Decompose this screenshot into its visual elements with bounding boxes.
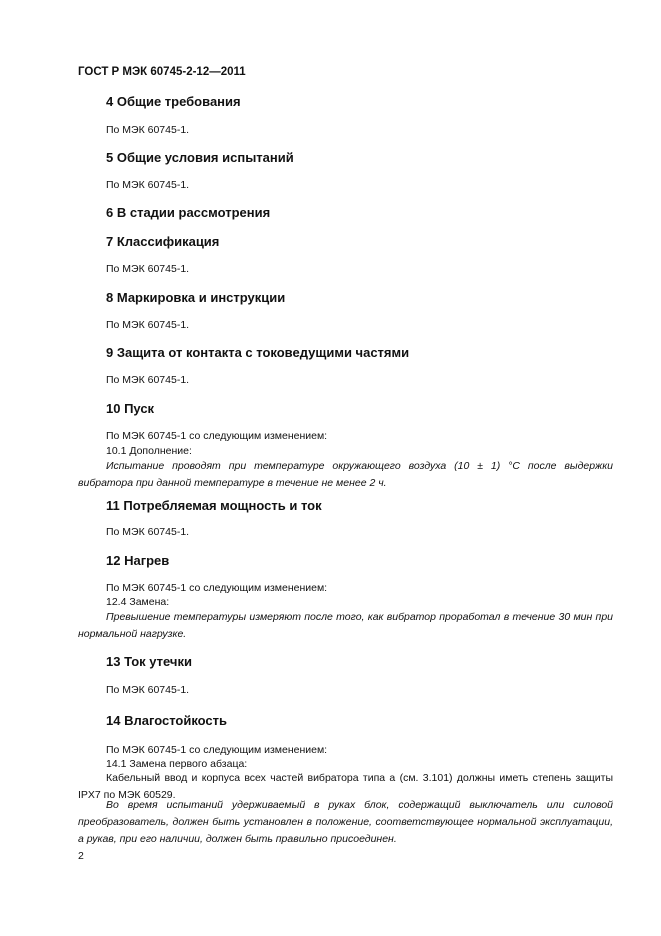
- section-12-heading: 12 Нагрев: [106, 553, 170, 568]
- section-14-clause: 14.1 Замена первого абзаца:: [106, 758, 248, 770]
- section-6-heading: 6 В стадии рассмотрения: [106, 205, 271, 220]
- section-10-clause: 10.1 Дополнение:: [106, 445, 192, 457]
- section-14-heading: 14 Влагостойкость: [106, 713, 228, 728]
- page-number: 2: [78, 850, 84, 862]
- section-5-text: По МЭК 60745-1.: [106, 179, 190, 191]
- section-7-heading: 7 Классификация: [106, 234, 220, 249]
- section-10-intro: По МЭК 60745-1 со следующим изменением:: [106, 430, 328, 442]
- section-8-heading: 8 Маркировка и инструкции: [106, 290, 286, 305]
- section-8-text: По МЭК 60745-1.: [106, 319, 190, 331]
- section-11-text: По МЭК 60745-1.: [106, 526, 190, 538]
- section-11-heading: 11 Потребляемая мощность и ток: [106, 498, 322, 513]
- section-9-text: По МЭК 60745-1.: [106, 374, 190, 386]
- section-12-body: Превышение температуры измеряют после того, как вибратор проработал в течение 30 мин при нормальной нагрузке.: [78, 611, 613, 640]
- section-14-body-2: Во время испытаний удерживаемый в руках блок, содержащий выключатель или силовой преобразователь, должен быть установлен в положение, соответствующее нормальной эксплуатации, а рукав, при его наличии, должен быть правильно присоединен.: [78, 799, 613, 845]
- section-10-body: Испытание проводят при температуре окружающего воздуха (10 ± 1) °С после выдержки вибратора при данной температуре в течение не менее 2 ч.: [78, 460, 613, 489]
- section-4-text: По МЭК 60745-1.: [106, 124, 190, 136]
- section-14-intro: По МЭК 60745-1 со следующим изменением:: [106, 744, 328, 756]
- section-14-body-1: Кабельный ввод и корпуса всех частей вибратора типа а (см. 3.101) должны иметь степень защиты IPX7 по МЭК 60529.: [78, 772, 613, 801]
- section-13-text: По МЭК 60745-1.: [106, 684, 190, 696]
- section-9-heading: 9 Защита от контакта с токоведущими частями: [106, 345, 410, 360]
- section-12-clause: 12.4 Замена:: [106, 596, 170, 608]
- document-id: ГОСТ Р МЭК 60745-2-12—2011: [78, 66, 246, 78]
- section-10-heading: 10 Пуск: [106, 401, 155, 416]
- section-4-heading: 4 Общие требования: [106, 94, 241, 109]
- section-7-text: По МЭК 60745-1.: [106, 263, 190, 275]
- section-13-heading: 13 Ток утечки: [106, 654, 192, 669]
- section-12-intro: По МЭК 60745-1 со следующим изменением:: [106, 582, 328, 594]
- section-5-heading: 5 Общие условия испытаний: [106, 150, 294, 165]
